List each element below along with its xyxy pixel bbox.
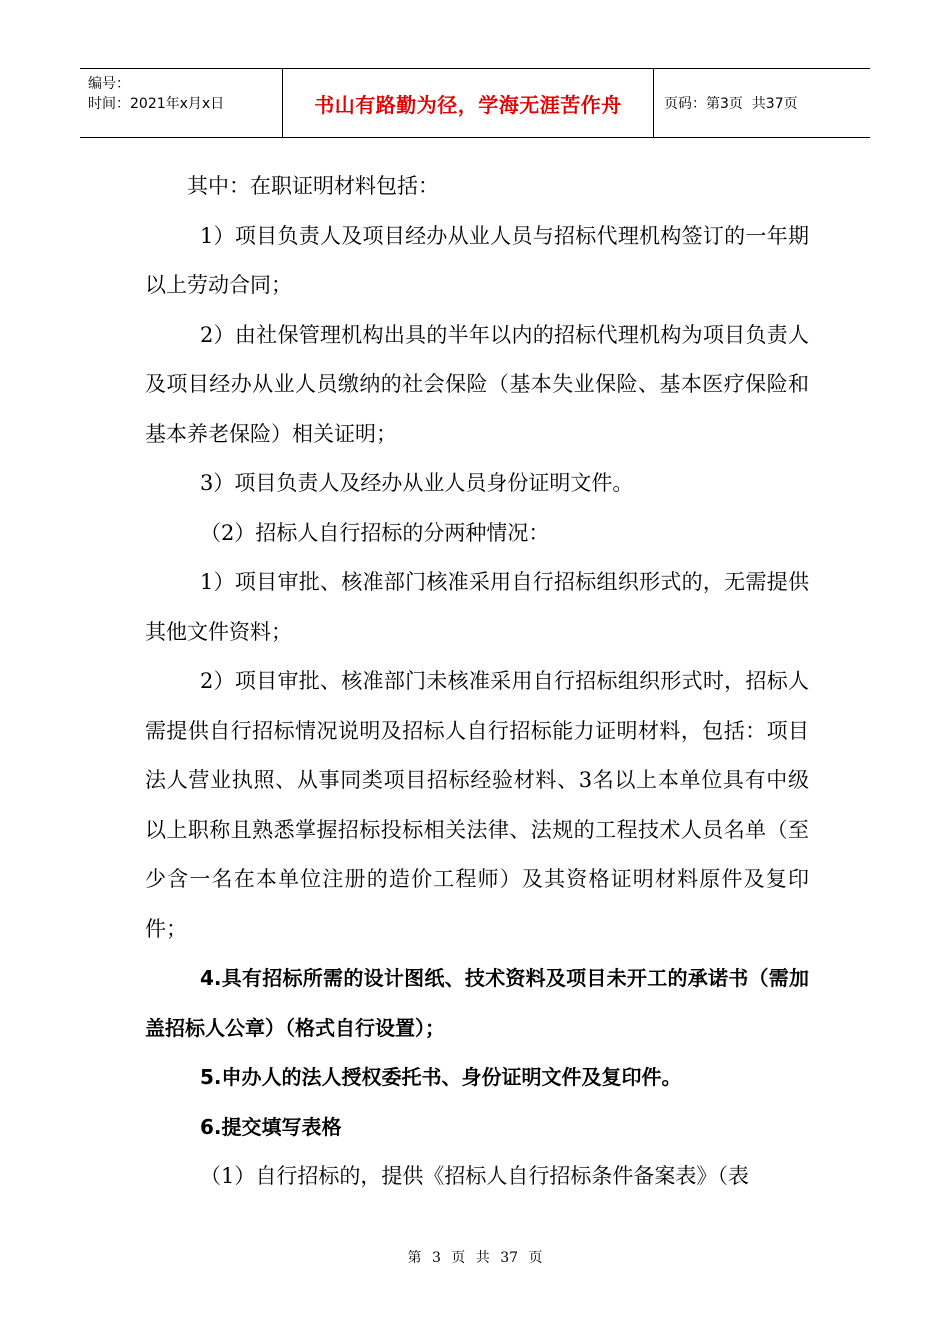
- header-page-info: 页码：第3页 共37页: [664, 96, 798, 112]
- paragraph: 1）项目审批、核准部门核准采用自行招标组织形式的，无需提供其他文件资料；: [145, 570, 809, 644]
- header-motto-cell: [283, 69, 654, 137]
- paragraph: 2）由社保管理机构出具的半年以内的招标代理机构为项目负责人及项目经办从业人员缴纳的社会保险（基本失业保险、基本医疗保险和基本养老保险）相关证明；: [145, 322, 809, 446]
- paragraph: 其中：在职证明材料包括：: [187, 174, 439, 198]
- header-motto: 书山有路勤为径，学海无涯苦作舟: [314, 92, 622, 117]
- section-heading: 4.具有招标所需的设计图纸、技术资料及项目未开工的承诺书（需加盖招标人公章）（格式自行设置）；: [145, 966, 809, 1040]
- paragraph: （2）招标人自行招标的分两种情况：: [200, 520, 550, 545]
- section-heading: 5.申办人的法人授权委托书、身份证明文件及复印件。: [200, 1065, 682, 1089]
- paragraph: 2）项目审批、核准部门未核准采用自行招标组织形式时，招标人需提供自行招标情况说明及招标人自行招标能力证明材料，包括：项目法人营业执照、从事同类项目招标经验材料、3名以上本单位具有中级以上职称且熟悉掌握招标投标相关法律、法规的工程技术人员名单（至少含一名在本单位注册的造价工程师）及其资格证明材料原件及复印件；: [145, 669, 809, 941]
- paragraph: 1）项目负责人及项目经办从业人员与招标代理机构签订的一年期以上劳动合同；: [145, 223, 809, 297]
- paragraph: 3）项目负责人及经办从业人员身份证明文件。: [200, 471, 634, 495]
- page-header: [80, 68, 870, 138]
- document-number-label: 编号：: [88, 76, 130, 92]
- paragraph: （1）自行招标的，提供《招标人自行招标条件备案表》（表: [200, 1164, 749, 1188]
- document-date-label: 时间：2021年x月x日: [88, 96, 225, 112]
- header-meta: [80, 69, 283, 137]
- document-body: [145, 162, 809, 1202]
- section-heading: 6.提交填写表格: [200, 1114, 342, 1139]
- page-footer: 第 3 页 共 37 页: [407, 1250, 543, 1266]
